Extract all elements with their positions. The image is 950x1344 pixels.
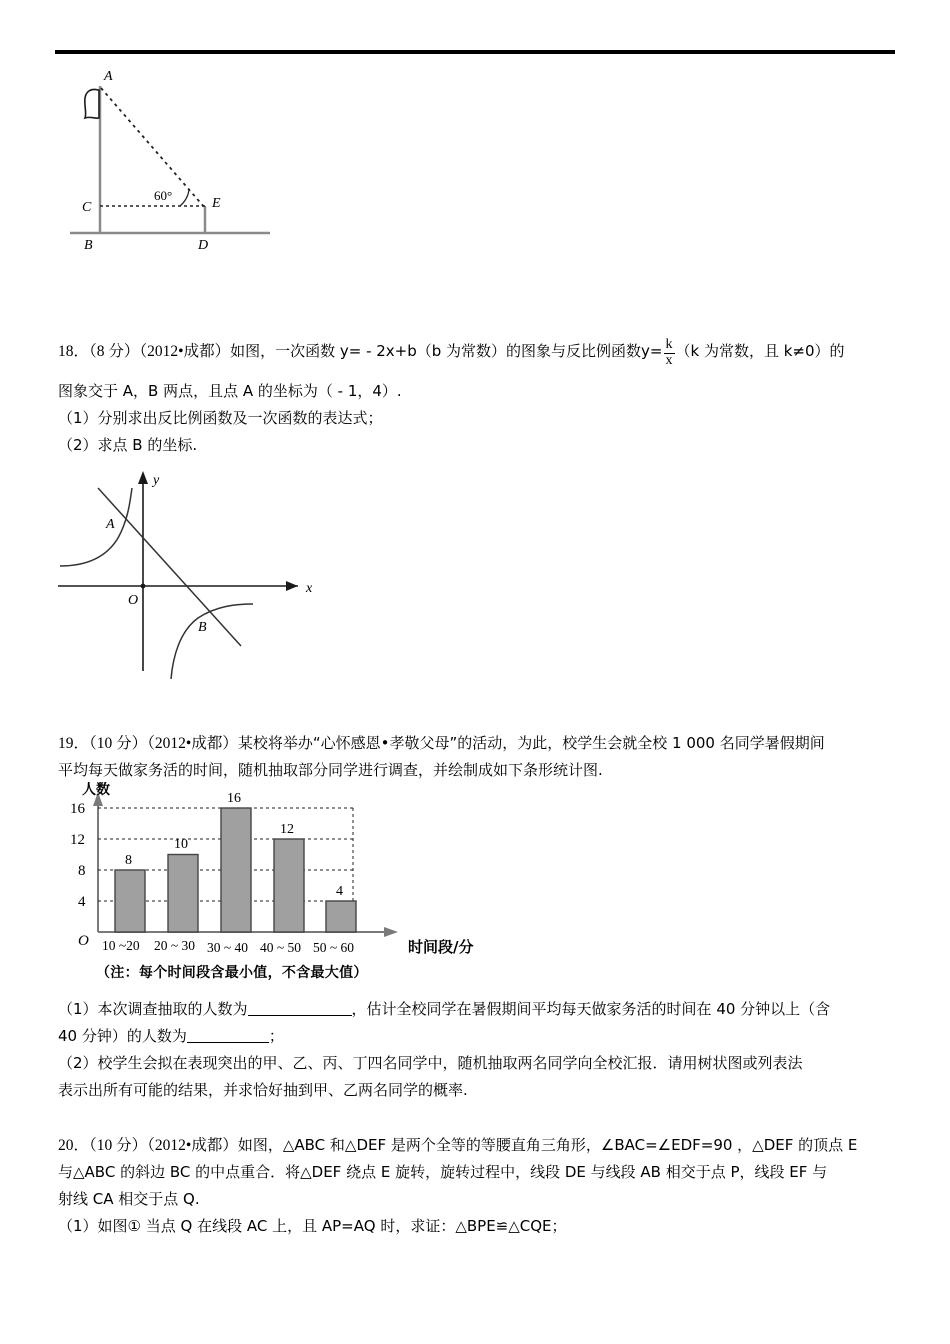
- fraction-numerator: k: [665, 337, 673, 352]
- x-axis-arrow: [286, 581, 298, 591]
- fraction-denominator: x: [665, 352, 673, 368]
- problem-18-line-1: 18．（8 分）（2012•成都）如图，一次函数 y= - 2x+b（b 为常数）的图象与反比例函数y= $\frac{k}{x}$ （k 为常数，且 k≠0）的: [58, 337, 845, 368]
- answer-blank-sample-size[interactable]: [248, 1000, 352, 1016]
- problem-18-stem-b: （k 为常数，且 k≠0）的: [675, 342, 845, 360]
- problem-18-stem-a: 如图，一次函数 y= - 2x+b（b 为常数）的图象与反比例函数y=: [230, 342, 663, 360]
- point-a-label: A: [106, 517, 115, 532]
- problem-18-sub-1: （1）分别求出反比例函数及一次函数的表达式；: [58, 409, 383, 428]
- y-axis-arrow: [138, 471, 148, 484]
- problem-20-line-1: 20．（10 分）（2012•成都）如图，△ABC 和△DEF 是两个全等的等腰直角三角形，∠BAC=∠EDF=90 ，△DEF 的顶点 E: [58, 1136, 858, 1154]
- y-tick-16: 16: [70, 801, 85, 817]
- problem-19-score: （10 分）: [89, 735, 148, 752]
- problem-19-subquestions: [58, 996, 896, 1104]
- answer-blank-estimate[interactable]: [187, 1027, 269, 1043]
- problem-18-number: 18: [58, 343, 74, 360]
- chart-y-axis-title: 人数: [82, 782, 110, 798]
- y-axis-label: y: [153, 473, 160, 488]
- x-label-20-30: 20 ~ 30: [154, 938, 196, 953]
- bar-value-20-30: 10: [174, 837, 188, 852]
- problem-19-line-1: 19．（10 分）（2012•成都）某校将举办“心怀感恩•孝敬父母”的活动，为此，校学生会就全校 1 000 名同学暑假期间: [58, 734, 825, 752]
- bar-40-50: [274, 839, 304, 932]
- problem-19-sub-1: [58, 996, 896, 1023]
- problem-19-stem-line-2: 平均每天做家务活的时间，随机抽取部分同学进行调查，并绘制成如下条形统计图.: [58, 761, 603, 779]
- bar-value-10-20: 8: [125, 853, 132, 868]
- problem-19-sub-1-cont: [58, 1023, 896, 1050]
- problem-19-stem-line-1: 某校将举办“心怀感恩•孝敬父母”的活动，为此，校学生会就全校 1 000 名同学暑假期间: [237, 734, 825, 752]
- origin-label: O: [128, 593, 139, 608]
- origin-dot: [141, 584, 146, 589]
- flag-icon: [85, 89, 99, 118]
- bar-50-60: [326, 901, 356, 932]
- bar-value-50-60: 4: [336, 884, 343, 899]
- problem-19-source: （2012•成都）: [147, 735, 238, 752]
- problem-20-source: （2012•成都）: [147, 1137, 238, 1154]
- figure-coordinate-plane: [58, 466, 358, 681]
- bar-value-30-40: 16: [227, 791, 241, 806]
- label-a: A: [104, 69, 113, 84]
- dashed-ae: [101, 88, 205, 208]
- problem-20-score: （10 分）: [89, 1137, 148, 1154]
- problem-19-sub-2-line-2: 表示出所有可能的结果，并求恰好抽到甲、乙两名同学的概率.: [58, 1081, 468, 1099]
- label-c: C: [82, 200, 92, 215]
- chart-x-axis-arrow: [384, 927, 398, 937]
- y-tick-12: 12: [70, 832, 85, 848]
- label-angle-60: 60°: [154, 188, 173, 203]
- y-tick-4: 4: [78, 894, 86, 910]
- problem-19-sub-1-part-b: ，估计全校同学在暑假期间平均每天做家务活的时间在 40 分钟以上（含: [351, 1000, 831, 1018]
- problem-19-text: [58, 730, 896, 784]
- figure-bar-chart: [58, 782, 508, 987]
- x-label-30-40: 30 ~ 40: [207, 940, 249, 955]
- problem-19-sub-1-part-c: 40 分钟）的人数为: [58, 1027, 187, 1045]
- bar-30-40: [221, 808, 251, 932]
- label-b: B: [84, 238, 93, 253]
- problem-18-text: [58, 338, 896, 459]
- x-label-10-20: 10 ~20: [102, 938, 140, 953]
- problem-20-sub-1: （1）如图① 当点 Q 在线段 AC 上，且 AP=AQ 时，求证：△BPE≌△CQE；: [58, 1217, 567, 1235]
- bar-value-40-50: 12: [280, 822, 294, 837]
- bar-10-20: [115, 870, 145, 932]
- x-label-40-50: 40 ~ 50: [260, 940, 302, 955]
- chart-note: （注：每个时间段含最小值，不含最大值）: [96, 965, 368, 981]
- x-axis-label: x: [306, 581, 313, 596]
- y-tick-8: 8: [78, 863, 86, 879]
- problem-20-stem-line-1: 如图，△ABC 和△DEF 是两个全等的等腰直角三角形，∠BAC=∠EDF=90 ，△DEF 的顶点 E: [237, 1136, 858, 1154]
- problem-20-stem-line-2: 与△ABC 的斜边 BC 的中点重合．将△DEF 绕点 E 旋转，旋转过程中，线段 DE 与线段 AB 相交于点 P，线段 EF 与: [58, 1163, 828, 1181]
- problem-20-number: 20: [58, 1137, 74, 1154]
- problem-20-stem-line-3: 射线 CA 相交于点 Q.: [58, 1190, 200, 1208]
- hyperbola-branch-upper-left: [60, 488, 132, 566]
- chart-x-axis-title: 时间段/分: [408, 938, 474, 956]
- label-e: E: [212, 196, 221, 211]
- problem-18-sub-2: （2）求点 B 的坐标.: [58, 436, 198, 455]
- chart-origin-label: O: [78, 933, 89, 949]
- hyperbola-branch-lower-right: [171, 604, 253, 679]
- problem-18-score: （8 分）: [89, 343, 140, 360]
- linear-function-line: [98, 488, 241, 646]
- x-label-50-60: 50 ~ 60: [313, 940, 355, 955]
- problem-19-sub-2-line-1: （2）校学生会拟在表现突出的甲、乙、丙、丁四名同学中，随机抽取两名同学向全校汇报．请用树状图或列表法: [58, 1054, 803, 1072]
- figure-flagpole: [60, 58, 380, 288]
- angle-arc-60: [180, 190, 189, 206]
- point-b-label: B: [198, 620, 207, 635]
- problem-19-number: 19: [58, 735, 74, 752]
- problem-19-sub-1-part-a: （1）本次调查抽取的人数为: [58, 1000, 248, 1018]
- problem-18-line-2: 图象交于 A，B 两点，且点 A 的坐标为（ - 1，4）.: [58, 382, 402, 401]
- problem-20-text: [58, 1132, 896, 1240]
- problem-18-source: （2012•成都）: [139, 343, 231, 360]
- problem-19-sub-1-part-d: ；: [268, 1027, 284, 1045]
- page-top-rule: [55, 50, 895, 54]
- label-d: D: [198, 238, 209, 253]
- fraction-k-over-x: [664, 338, 675, 368]
- bar-20-30: [168, 855, 198, 933]
